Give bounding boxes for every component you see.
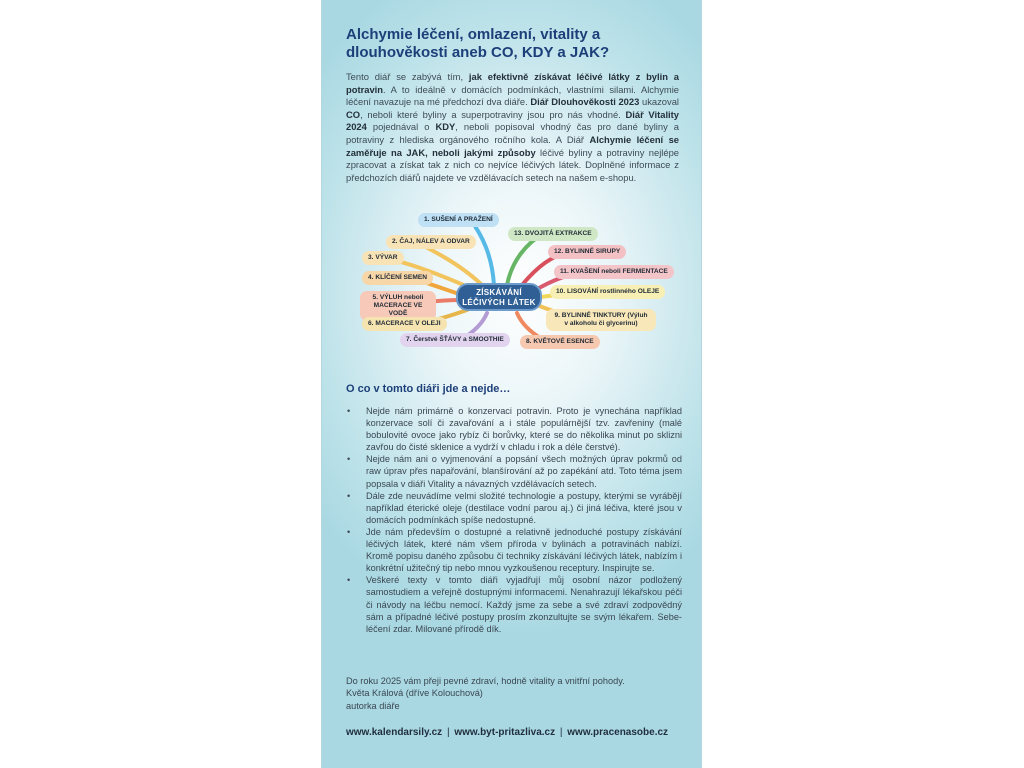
website-link[interactable]: www.kalendarsily.cz — [346, 727, 443, 738]
mind-map-item: 8. KVĚTOVÉ ESENCE — [520, 335, 600, 349]
intro-text: , neboli popisoval vhodný čas pro dané byliny a potraviny z hlediska orgánového ročního kola. A Diář — [346, 121, 679, 145]
intro-text: pojednával o — [366, 121, 436, 133]
intro-text: . A to ideálně v domácích podmínkách, vlastními silami. Alchymie léčení navazuje na mé předchozí dva diáře. — [346, 83, 679, 108]
website-link[interactable]: www.pracenasobe.cz — [567, 727, 669, 738]
list-item: • Jde nám především o dostupné a relativně jednoduché postupy získávání léčivých látek, které nám všem příroda v bylinách a potravinách nabízí. Kromě popisu daného způsobu či techniky získávání léčivých látek, nabízím i konkrétní užitečný tip nebo mnou vyzkoušenou receptury. Inspirujte se. — [346, 526, 682, 574]
bullet-list — [346, 405, 682, 635]
mind-map-item: 3. VÝVAR — [362, 251, 404, 265]
intro-text: Tento diář se zabývá tím, — [346, 71, 469, 82]
intro-paragraph — [346, 71, 679, 184]
mind-map-item: 12. BYLINNÉ SIRUPY — [548, 245, 626, 259]
section-heading: O co v tomto diáři jde a nejde… — [346, 383, 511, 395]
intro-bold: Diář Vitality 2024 — [346, 108, 679, 133]
mind-map-item: 10. LISOVÁNÍ rostlinného OLEJE — [550, 285, 665, 299]
intro-bold: KDY — [435, 121, 456, 133]
separator: | — [559, 727, 563, 738]
intro-text: léčivé byliny a potraviny nejlépe zpracovat a získat tak z nich co nejvíce léčivých látek. Doplněné informace z předchozích diářů najdete ve vzdělávacích setech na našem e-shopu. — [346, 146, 680, 183]
mind-map-item: 1. SUŠENÍ A PRAŽENÍ — [418, 213, 499, 227]
intro-text: , neboli které byliny a superpotraviny jsou pro nás vhodné. — [360, 108, 626, 120]
mind-map-item: 6. MACERACE V OLEJI — [362, 317, 447, 331]
list-item: • Nejde nám primárně o konzervaci potravin. Proto je vynechána například konzervace solí či zavařování a i stále populárnější tzv. zavřeniny (malé bobulovité ovoce jako rybíz či borůvky, které se do několika minut po sklizni zavřou do čisté sklenice a vydrží v chladu i rok a déle čerstvé). — [346, 405, 682, 453]
footer-links — [346, 727, 686, 738]
author-name: Květa Králová (dříve Kolouchová) — [346, 688, 483, 699]
separator: | — [446, 727, 450, 738]
list-item: • Dále zde neuvádíme velmi složité technologie a postupy, kterými se vyrábějí například éterické oleje (destilace vodní parou aj.) či jiná léčiva, které jsou v domácích podmínkách spíše nedostupné. — [346, 490, 682, 526]
author-role: autorka diáře — [346, 700, 400, 711]
page-title: Alchymie léčení, omlazení, vitality a dlouhověkosti aneb CO, KDY a JAK? — [346, 26, 610, 61]
mind-map-item: 2. ČAJ, NÁLEV A ODVAR — [386, 235, 476, 249]
mind-map-center: ZÍSKÁVÁNÍ LÉČIVÝCH LÁTEK — [456, 283, 542, 311]
mind-map-item: 5. VÝLUH neboli MACERACE VE VODĚ — [360, 291, 436, 321]
mind-map-item: 11. KVAŠENÍ neboli FERMENTACE — [554, 265, 674, 279]
closing-wish: Do roku 2025 vám přeji pevné zdraví, hodně vitality a vnitřní pohody. — [346, 676, 625, 686]
mind-map — [322, 205, 703, 360]
mind-map-item: 4. KLÍČENÍ SEMEN — [362, 271, 433, 285]
mind-map-item: 7. Čerstvé ŠŤÁVY a SMOOTHIE — [400, 333, 510, 347]
list-item: • Nejde nám ani o vyjmenování a popsání všech možných úprav pokrmů od raw úprav přes napařování, blanšírování až po zapékání atd. Toto téma jsem popsala v diáři Vitality a návazných vzdělávacích setech. — [346, 453, 682, 489]
calendar-page — [321, 0, 702, 768]
intro-bold: jak efektivně získávat léčivé látky z bylin a potravin — [346, 71, 679, 95]
mind-map-item: 13. DVOJITÁ EXTRAKCE — [508, 227, 598, 241]
intro-text: ukazoval — [639, 96, 679, 108]
list-item: • Veškeré texty v tomto diáři vyjadřují můj osobní názor podložený samostudiem a veřejně dostupnými informacemi. Nenahrazují lékařskou péči či návody na léčbu nemocí. Každý jsme za sebe a své zdraví zodpovědný sám a případné léčivé postupy prosím zkonzultujte se svým lékařem. Sebe-léčení zdar. Milované přírodě dík. — [346, 574, 682, 634]
website-link[interactable]: www.byt-pritazliva.cz — [454, 727, 556, 738]
intro-bold: CO — [346, 108, 361, 120]
mind-map-item: 9. BYLINNÉ TINKTURY (Výluh v alkoholu či glycerinu) — [546, 309, 656, 331]
intro-bold: Diář Dlouhověkosti 2023 — [530, 96, 640, 108]
closing-signature — [346, 675, 682, 712]
intro-bold: Alchymie léčení se zaměřuje na JAK, neboli jakými způsoby — [346, 133, 679, 158]
